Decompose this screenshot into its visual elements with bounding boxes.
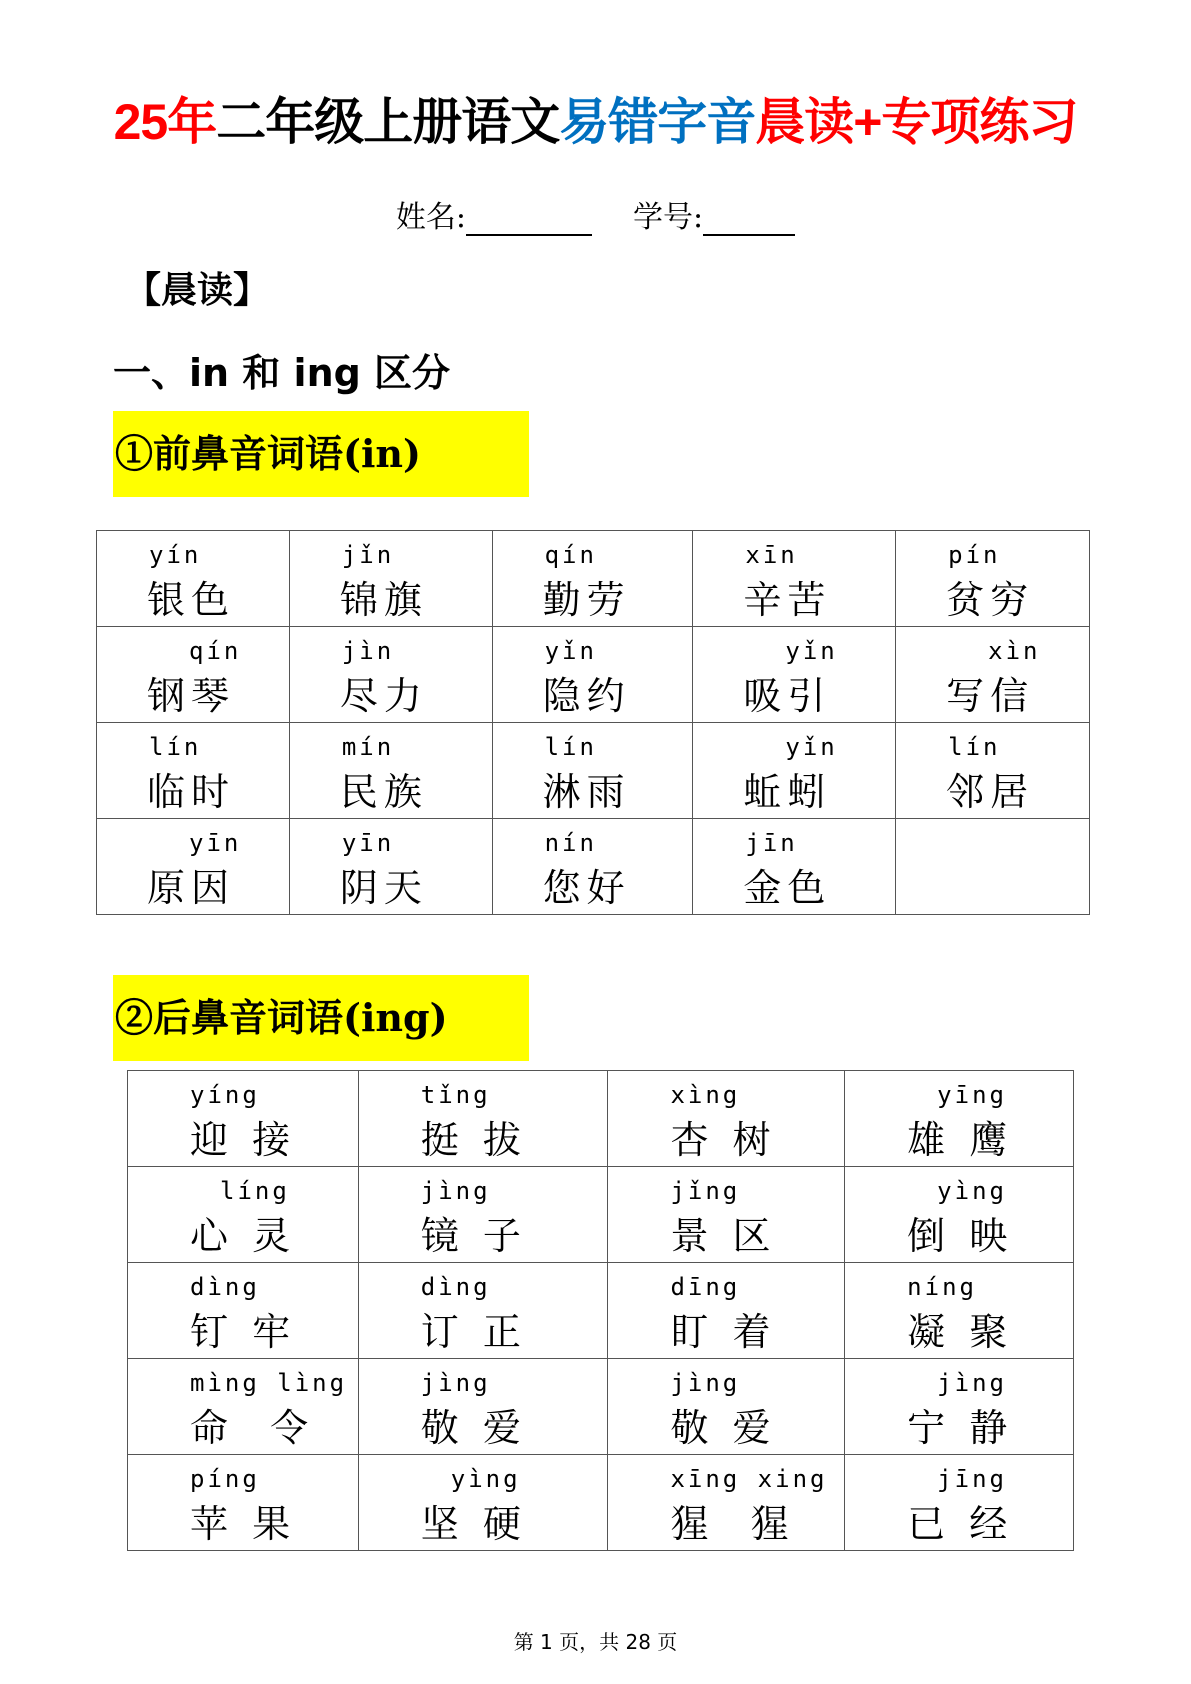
word-cell bbox=[608, 1071, 845, 1167]
hanzi-word: 挺 拔 bbox=[420, 1118, 527, 1162]
word-cell bbox=[845, 1167, 1074, 1263]
word-cell bbox=[128, 1359, 359, 1455]
hanzi-word: 淋雨 bbox=[542, 770, 631, 814]
pinyin: pín bbox=[948, 541, 1001, 569]
pinyin: jǐn bbox=[341, 541, 395, 569]
word-cell bbox=[845, 1455, 1074, 1551]
word-cell bbox=[358, 1263, 608, 1359]
pinyin: lín bbox=[544, 733, 597, 761]
hanzi-word: 阴天 bbox=[339, 866, 428, 910]
word-cell bbox=[492, 723, 693, 819]
in-section-title: ①前鼻音词语(in) bbox=[113, 411, 529, 497]
pinyin: jìng bbox=[937, 1369, 1007, 1397]
word-cell bbox=[608, 1263, 845, 1359]
title-grade: 二年级上册语文 bbox=[216, 94, 560, 150]
hanzi-word: 盯 着 bbox=[670, 1310, 777, 1354]
pinyin: yǐn bbox=[785, 637, 838, 665]
word-cell bbox=[289, 723, 492, 819]
pinyin: píng bbox=[190, 1465, 260, 1493]
hanzi-word: 敬 爱 bbox=[670, 1406, 777, 1450]
hanzi-word: 苹 果 bbox=[190, 1502, 297, 1546]
word-cell bbox=[896, 627, 1090, 723]
ing-section-title: ②后鼻音词语(ing) bbox=[113, 975, 529, 1061]
word-cell bbox=[289, 531, 492, 627]
hanzi-word: 写信 bbox=[946, 674, 1035, 718]
word-cell bbox=[693, 627, 896, 723]
pinyin: jīng bbox=[937, 1465, 1007, 1493]
hanzi-word: 心 灵 bbox=[190, 1214, 297, 1258]
name-field[interactable] bbox=[466, 204, 592, 236]
word-cell bbox=[896, 819, 1090, 915]
hanzi-word: 您好 bbox=[542, 866, 631, 910]
word-cell bbox=[693, 531, 896, 627]
hanzi-word: 贫穷 bbox=[946, 578, 1035, 622]
pinyin: yīn bbox=[189, 829, 242, 857]
in-words-table bbox=[96, 530, 1090, 915]
title-practice: 晨读+专项练习 bbox=[755, 94, 1078, 150]
word-cell bbox=[128, 1263, 359, 1359]
word-cell bbox=[845, 1359, 1074, 1455]
hanzi-word: 订 正 bbox=[420, 1310, 527, 1354]
word-cell bbox=[896, 531, 1090, 627]
hanzi-word: 金色 bbox=[743, 866, 832, 910]
hanzi-word: 已 经 bbox=[907, 1502, 1014, 1546]
pinyin: níng bbox=[907, 1273, 977, 1301]
hanzi-word: 镜 子 bbox=[420, 1214, 527, 1258]
hanzi-word: 迎 接 bbox=[190, 1118, 297, 1162]
id-field[interactable] bbox=[703, 204, 795, 236]
hanzi-word: 敬 爱 bbox=[420, 1406, 527, 1450]
hanzi-word: 民族 bbox=[339, 770, 428, 814]
pinyin: mìng lìng bbox=[190, 1369, 348, 1397]
hanzi-word: 雄 鹰 bbox=[907, 1118, 1014, 1162]
pinyin: xìn bbox=[988, 637, 1041, 665]
pinyin: yìng bbox=[450, 1465, 521, 1493]
word-cell bbox=[128, 1167, 359, 1263]
title-topic: 易错字音 bbox=[559, 94, 756, 150]
word-cell bbox=[896, 723, 1090, 819]
pinyin: yīn bbox=[341, 829, 395, 857]
hanzi-word: 辛苦 bbox=[743, 578, 832, 622]
word-cell bbox=[492, 627, 693, 723]
pinyin: qín bbox=[189, 637, 242, 665]
hanzi-word: 坚 硬 bbox=[420, 1502, 527, 1546]
table-row bbox=[97, 723, 1090, 819]
pinyin: dìng bbox=[420, 1273, 491, 1301]
word-cell bbox=[358, 1071, 608, 1167]
pinyin: jīn bbox=[745, 829, 798, 857]
hanzi-word: 邻居 bbox=[946, 770, 1035, 814]
page-footer: 第 1 页，共 28 页 bbox=[513, 1630, 678, 1654]
pinyin: jìn bbox=[341, 637, 395, 665]
word-cell bbox=[289, 627, 492, 723]
title-year: 25年 bbox=[113, 94, 217, 150]
pinyin: mín bbox=[341, 733, 395, 761]
word-cell bbox=[128, 1071, 359, 1167]
pinyin: dīng bbox=[670, 1273, 741, 1301]
word-cell bbox=[608, 1455, 845, 1551]
hanzi-word: 原因 bbox=[147, 866, 236, 910]
word-cell bbox=[97, 627, 290, 723]
hanzi-word: 景 区 bbox=[670, 1214, 777, 1258]
pinyin: xīn bbox=[745, 541, 798, 569]
word-cell bbox=[845, 1263, 1074, 1359]
table-row bbox=[128, 1263, 1074, 1359]
student-info bbox=[0, 192, 1191, 236]
ing-words-table bbox=[127, 1070, 1074, 1551]
table-row bbox=[128, 1359, 1074, 1455]
word-cell bbox=[358, 1359, 608, 1455]
pinyin: qín bbox=[544, 541, 597, 569]
pinyin: lín bbox=[149, 733, 202, 761]
word-cell bbox=[358, 1167, 608, 1263]
pinyin: xìng bbox=[670, 1081, 741, 1109]
hanzi-word: 倒 映 bbox=[907, 1214, 1014, 1258]
hanzi-word: 命 令 bbox=[190, 1406, 315, 1450]
table-row bbox=[97, 531, 1090, 627]
word-cell bbox=[693, 819, 896, 915]
word-cell bbox=[97, 819, 290, 915]
pinyin: jìng bbox=[420, 1177, 491, 1205]
pinyin: jìng bbox=[420, 1369, 491, 1397]
hanzi-word: 宁 静 bbox=[907, 1406, 1014, 1450]
word-cell bbox=[358, 1455, 608, 1551]
word-cell bbox=[608, 1167, 845, 1263]
pinyin: yìng bbox=[937, 1177, 1007, 1205]
pinyin: tǐng bbox=[420, 1081, 491, 1109]
name-label: 姓名: bbox=[395, 200, 466, 235]
word-cell bbox=[97, 723, 290, 819]
hanzi-word: 凝 聚 bbox=[907, 1310, 1014, 1354]
hanzi-word: 尽力 bbox=[339, 674, 428, 718]
hanzi-word: 临时 bbox=[147, 770, 236, 814]
pinyin: lín bbox=[948, 733, 1001, 761]
pinyin: jǐng bbox=[670, 1177, 741, 1205]
table-row bbox=[97, 627, 1090, 723]
hanzi-word: 隐约 bbox=[542, 674, 631, 718]
word-cell bbox=[128, 1455, 359, 1551]
pinyin: yín bbox=[149, 541, 202, 569]
pinyin: yǐn bbox=[785, 733, 838, 761]
word-cell bbox=[492, 531, 693, 627]
hanzi-word: 钉 牢 bbox=[190, 1310, 297, 1354]
heading-in-ing: 一、in 和 ing 区分 bbox=[113, 351, 451, 395]
table-row bbox=[128, 1071, 1074, 1167]
section-label: 【晨读】 bbox=[125, 269, 270, 311]
hanzi-word: 吸引 bbox=[743, 674, 832, 718]
pinyin: dìng bbox=[190, 1273, 260, 1301]
word-cell bbox=[608, 1359, 845, 1455]
pinyin: líng bbox=[220, 1177, 290, 1205]
hanzi-word: 蚯蚓 bbox=[743, 770, 832, 814]
pinyin: jìng bbox=[670, 1369, 741, 1397]
pinyin: yīng bbox=[937, 1081, 1007, 1109]
word-cell bbox=[492, 819, 693, 915]
hanzi-word: 钢琴 bbox=[147, 674, 236, 718]
table-row bbox=[128, 1167, 1074, 1263]
pinyin: yǐn bbox=[544, 637, 597, 665]
word-cell bbox=[693, 723, 896, 819]
word-cell bbox=[97, 531, 290, 627]
pinyin: nín bbox=[544, 829, 597, 857]
hanzi-word: 猩 猩 bbox=[670, 1502, 795, 1546]
pinyin: yíng bbox=[190, 1081, 260, 1109]
hanzi-word: 勤劳 bbox=[542, 578, 631, 622]
hanzi-word: 银色 bbox=[147, 578, 236, 622]
id-label: 学号: bbox=[633, 200, 704, 235]
hanzi-word: 杏 树 bbox=[670, 1118, 777, 1162]
word-cell bbox=[289, 819, 492, 915]
table-row bbox=[97, 819, 1090, 915]
word-cell bbox=[845, 1071, 1074, 1167]
table-row bbox=[128, 1455, 1074, 1551]
page-title bbox=[0, 82, 1191, 154]
hanzi-word: 锦旗 bbox=[339, 578, 428, 622]
pinyin: xīng xing bbox=[670, 1465, 828, 1493]
